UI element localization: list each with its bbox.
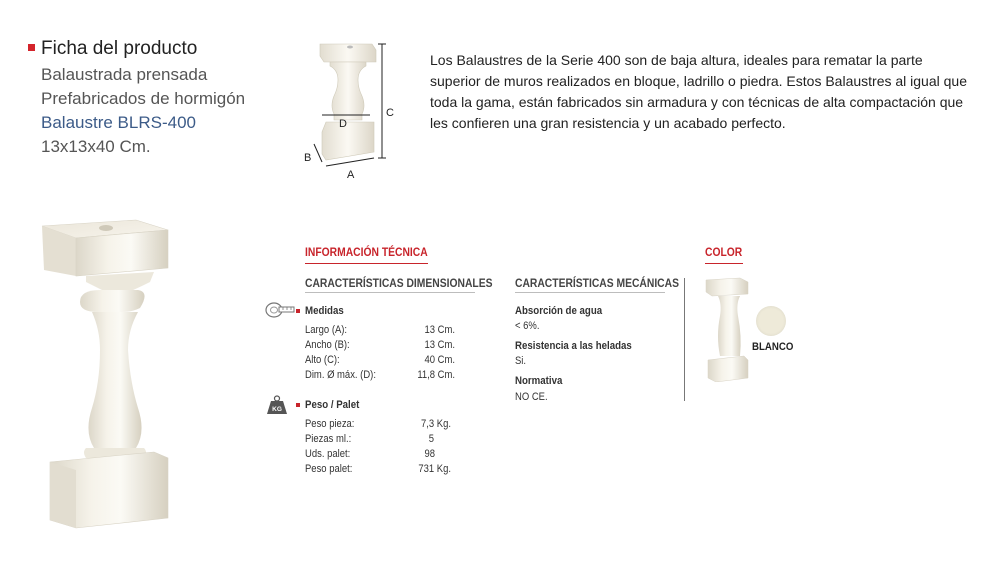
label-b: B	[304, 152, 312, 164]
dimension-diagram	[300, 36, 410, 184]
medidas-label: Medidas	[305, 305, 344, 317]
label-d: D	[339, 118, 347, 130]
peso-row-value: 5	[428, 433, 434, 445]
medidas-row-label: Ancho (B):	[305, 339, 350, 351]
medidas-row-label: Alto (C):	[305, 354, 340, 366]
medidas-row-value: 13 Cm.	[424, 324, 455, 336]
mech-value: Si.	[515, 355, 527, 367]
color-sample-photo	[704, 276, 750, 382]
weight-icon-text: KG	[272, 406, 282, 413]
mechanical-heading: CARACTERÍSTICAS MECÁNICAS	[515, 276, 679, 290]
mech-value: NO CE.	[515, 391, 548, 403]
mechanical-divider	[515, 292, 665, 293]
red-bullet	[28, 44, 35, 51]
title-text: Ficha del producto	[41, 38, 198, 59]
product-size: 13x13x40 Cm.	[41, 137, 151, 156]
mech-label: Resistencia a las heladas	[515, 340, 632, 352]
dimensional-divider	[305, 292, 475, 293]
medidas-row-value: 40 Cm.	[424, 354, 455, 366]
medidas-row-value: 13 Cm.	[424, 339, 455, 351]
peso-row-value: 731 Kg.	[418, 463, 451, 475]
product-description: Los Balaustres de la Serie 400 son de baja altura, ideales para rematar la parte superior de muros realizados en bloque, ladrillo o piedra. Estos Balaustres al igual que toda la gama, están fabricados sin armadura y con técnicas de alta compactación que les confieren una gran resistencia y un acabado perfecto.	[430, 52, 967, 131]
mech-value: < 6%.	[515, 320, 540, 332]
tech-info-heading: INFORMACIÓN TÉCNICA	[305, 245, 428, 259]
peso-row-label: Peso pieza:	[305, 418, 355, 430]
peso-row-label: Piezas ml.:	[305, 433, 352, 445]
label-c: C	[386, 107, 394, 119]
color-heading-underline	[705, 263, 743, 264]
color-swatch-name: BLANCO	[752, 341, 794, 353]
product-name: Balaustre BLRS-400	[41, 113, 196, 132]
color-swatch-blanco[interactable]	[756, 306, 786, 336]
medidas-row-label: Largo (A):	[305, 324, 348, 336]
peso-row-label: Peso palet:	[305, 463, 353, 475]
peso-row-value: 7,3 Kg.	[421, 418, 451, 430]
product-sheet-title	[28, 38, 197, 60]
medidas-bullet	[296, 309, 300, 313]
product-category: Balaustrada prensada	[41, 65, 208, 84]
mech-label: Absorción de agua	[515, 305, 603, 317]
weight-icon	[266, 395, 288, 415]
color-heading: COLOR	[705, 245, 743, 259]
dimensional-heading: CARACTERÍSTICAS DIMENSIONALES	[305, 276, 493, 290]
color-divider	[684, 278, 685, 401]
baluster-photo	[36, 212, 176, 530]
medidas-row-value: 11,8 Cm.	[417, 369, 455, 381]
tech-heading-underline	[305, 263, 428, 264]
mech-label: Normativa	[515, 375, 563, 387]
peso-label: Peso / Palet	[305, 399, 360, 411]
peso-bullet	[296, 403, 300, 407]
product-family: Prefabricados de hormigón	[41, 89, 246, 108]
tape-measure-icon	[264, 302, 296, 318]
label-a: A	[347, 169, 355, 181]
peso-row-value: 98	[424, 448, 435, 460]
medidas-row-label: Dim. Ø máx. (D):	[305, 369, 376, 381]
peso-row-label: Uds. palet:	[305, 448, 351, 460]
